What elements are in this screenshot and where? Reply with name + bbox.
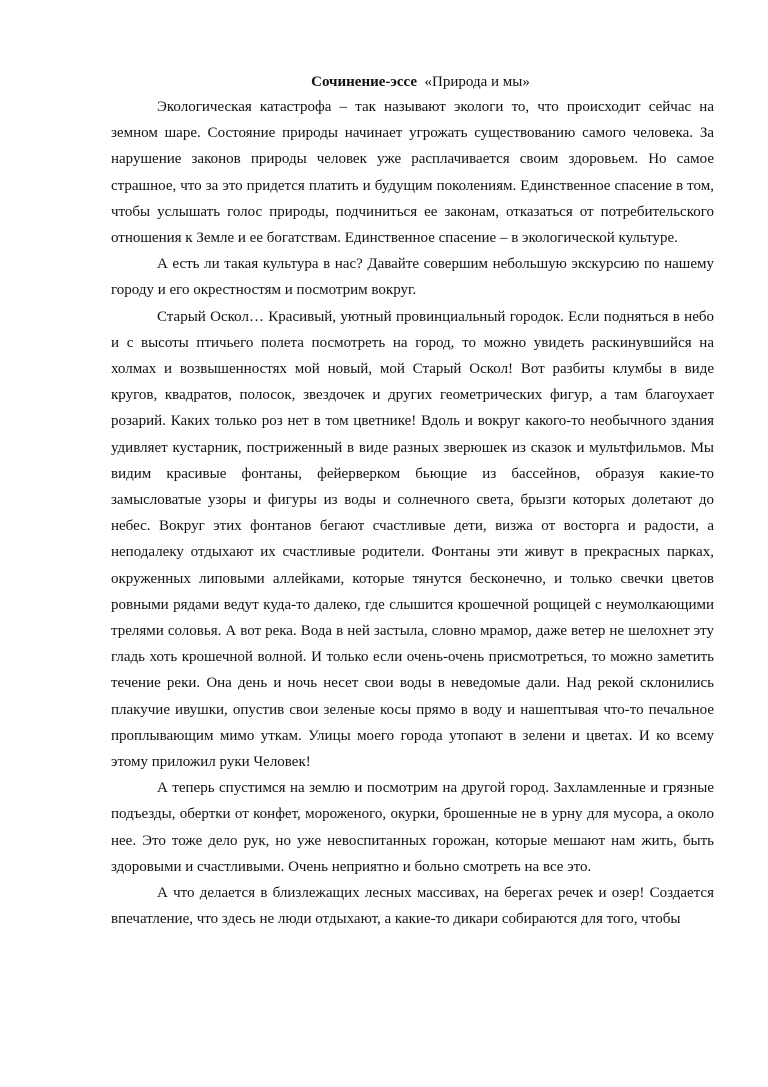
paragraph-5: А что делается в близлежащих лесных массивах, на берегах речек и озер! Создается впечатление, что здесь не люди отдыхают, а какие-то дикари собираются для того, чтобы: [111, 885, 714, 928]
document-title: [111, 72, 714, 94]
title-subtitle: «Природа и мы»: [417, 74, 530, 90]
paragraph-4: А теперь спустимся на землю и посмотрим на другой город. Захламленные и грязные подъезды, обертки от конфет, мороженого, окурки, брошенные не в урну для мусора, а около нее. Это тоже дело рук, но уже невоспитанных горожан, которые мешают нам жить, быть здоровыми и счастливыми. Очень неприятно и больно смотреть на все это.: [111, 780, 714, 875]
paragraph-1: Экологическая катастрофа – так называют экологи то, что происходит сейчас на земном шаре. Состояние природы начинает угрожать существованию самого человека. За нарушение законов природы человек уже расплачивается своим здоровьем. Но самое страшное, что за это придется платить и будущим поколениям. Единственное спасение в том, чтобы услышать голос природы, подчиниться ее законам, отказаться от потребительского отношения к Земле и ее богатствам. Единственное спасение – в экологической культуре.: [111, 99, 714, 247]
title-bold: Сочинение-эссе: [311, 74, 418, 90]
paragraph-3: Старый Оскол… Красивый, уютный провинциальный городок. Если подняться в небо и с высоты птичьего полета посмотреть на город, то можно увидеть раскинувшийся на холмах и возвышенностях мой новый, мой Старый Оскол! Вот разбиты клумбы в виде кругов, квадратов, полосок, звездочек и других геометрических фигур, а там благоухает розарий. Каких только роз нет в том цветнике! Вдоль и вокруг какого-то необычного здания удивляет кустарник, постриженный в виде разных зверюшек из сказок и мультфильмов. Мы видим красивые фонтаны, фейерверком бьющие из бассейнов, образуя какие-то замысловатые узоры и фигуры из воды и солнечного света, брызги которых долетают до небес. Вокруг этих фонтанов бегают счастливые дети, визжа от восторга и радости, а неподалеку отдыхают их счастливые родители. Фонтаны эти живут в прекрасных парках, окруженных липовыми аллейками, которые тянутся бесконечно, и только свечки цветов ровными рядами ведут куда-то далеко, где слышится крошечной рощицей с неумолкающими трелями соловья. А вот река. Вода в ней застыла, словно мрамор, даже ветер не шелохнет эту гладь хоть крошечной волной. И только если очень-очень присмотреться, то можно заметить течение реки. Она день и ночь несет свои воды в неведомые дали. Над рекой склонились плакучие ивушки, опустив свои зеленые косы прямо в воду и нашептывая что-то печальное проплывающим мимо уткам. Улицы моего города утопают в зелени и цветах. И ко всему этому приложил руки Человек!: [111, 308, 714, 771]
paragraph-2: А есть ли такая культура в нас? Давайте совершим небольшую экскурсию по нашему городу и его окрестностям и посмотрим вокруг.: [111, 256, 714, 299]
